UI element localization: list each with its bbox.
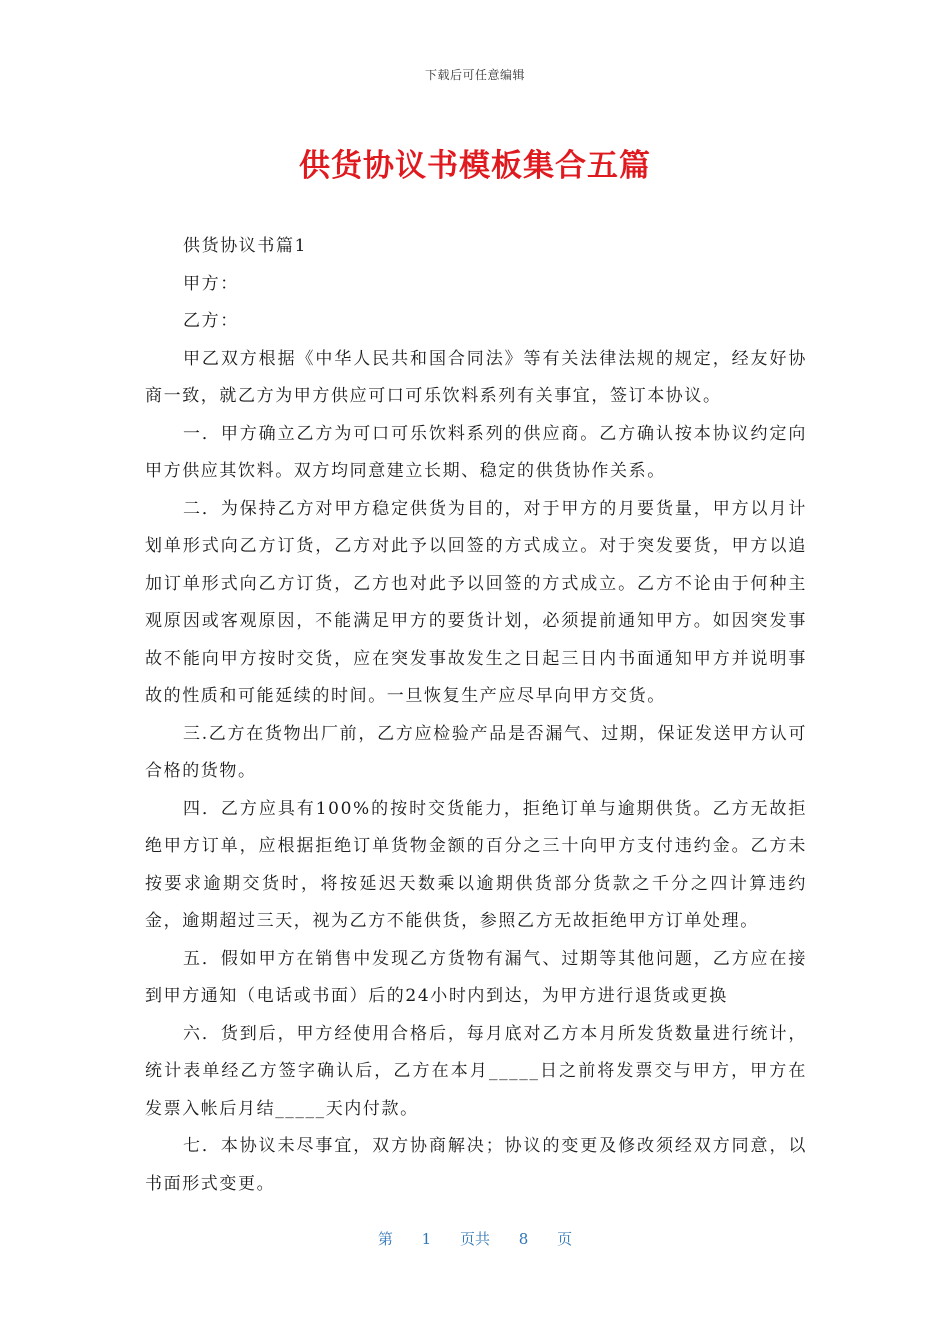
footer-total-pages: 8 (518, 1230, 529, 1248)
paragraph-clause-6: 六．货到后，甲方经使用合格后，每月底对乙方本月所发货数量进行统计，统计表单经乙方签字确认后，乙方在本月_____日之前将发票交与甲方，甲方在发票入帐后月结_____天内付款。 (145, 1023, 807, 1119)
paragraph-preamble: 甲乙双方根据《中华人民共和国合同法》等有关法律法规的规定，经友好协商一致，就乙方为甲方供应可口可乐饮料系列有关事宜，签订本协议。 (145, 348, 807, 406)
paragraph-clause-7: 七．本协议未尽事宜，双方协商解决；协议的变更及修改须经双方同意，以书面形式变更。 (145, 1136, 807, 1194)
paragraph-party-a: 甲方： (183, 273, 239, 294)
paragraph-clause-2: 二．为保持乙方对甲方稳定供货为目的，对于甲方的月要货量，甲方以月计划单形式向乙方订货，乙方对此予以回签的方式成立。对于突发要货，甲方以追加订单形式向乙方订货，乙方也对此予以回签的方式成立。乙方不论由于何种主观原因或客观原因，不能满足甲方的要货计划，必须提前通知甲方。如因突发事故不能向甲方按时交货，应在突发事故发生之日起三日内书面通知甲方并说明事故的性质和可能延续的时间。一旦恢复生产应尽早向甲方交货。 (145, 498, 807, 706)
page-footer (0, 1228, 950, 1249)
paragraph-clause-5: 五．假如甲方在销售中发现乙方货物有漏气、过期等其他问题，乙方应在接到甲方通知（电话或书面）后的24小时内到达，为甲方进行退货或更换 (145, 948, 807, 1006)
footer-label-total: 页共 (459, 1230, 490, 1248)
paragraph-heading: 供货协议书篇1 (183, 236, 308, 256)
paragraph-clause-3: 三.乙方在货物出厂前，乙方应检验产品是否漏气、过期，保证发送甲方认可合格的货物。 (145, 723, 807, 781)
paragraph-clause-4: 四．乙方应具有100%的按时交货能力，拒绝订单与逾期供货。乙方无故拒绝甲方订单，应根据拒绝订单货物金额的百分之三十向甲方支付违约金。乙方未按要求逾期交货时，将按延迟天数乘以逾期供货部分货款之千分之四计算违约金，逾期超过三天，视为乙方不能供货，参照乙方无故拒绝甲方订单处理。 (145, 798, 807, 931)
paragraph-party-b: 乙方： (183, 311, 239, 331)
document-title: 供货协议书模板集合五篇 (299, 148, 651, 184)
footer-current-page: 1 (421, 1230, 432, 1248)
document-body (145, 228, 807, 1203)
header-note: 下载后可任意编辑 (424, 68, 525, 82)
paragraph-clause-1: 一．甲方确立乙方为可口可乐饮料系列的供应商。乙方确认按本协议约定向甲方供应其饮料。双方均同意建立长期、稳定的供货协作关系。 (145, 423, 807, 481)
footer-label-end: 页 (557, 1230, 573, 1248)
footer-label-page: 第 (377, 1230, 393, 1248)
